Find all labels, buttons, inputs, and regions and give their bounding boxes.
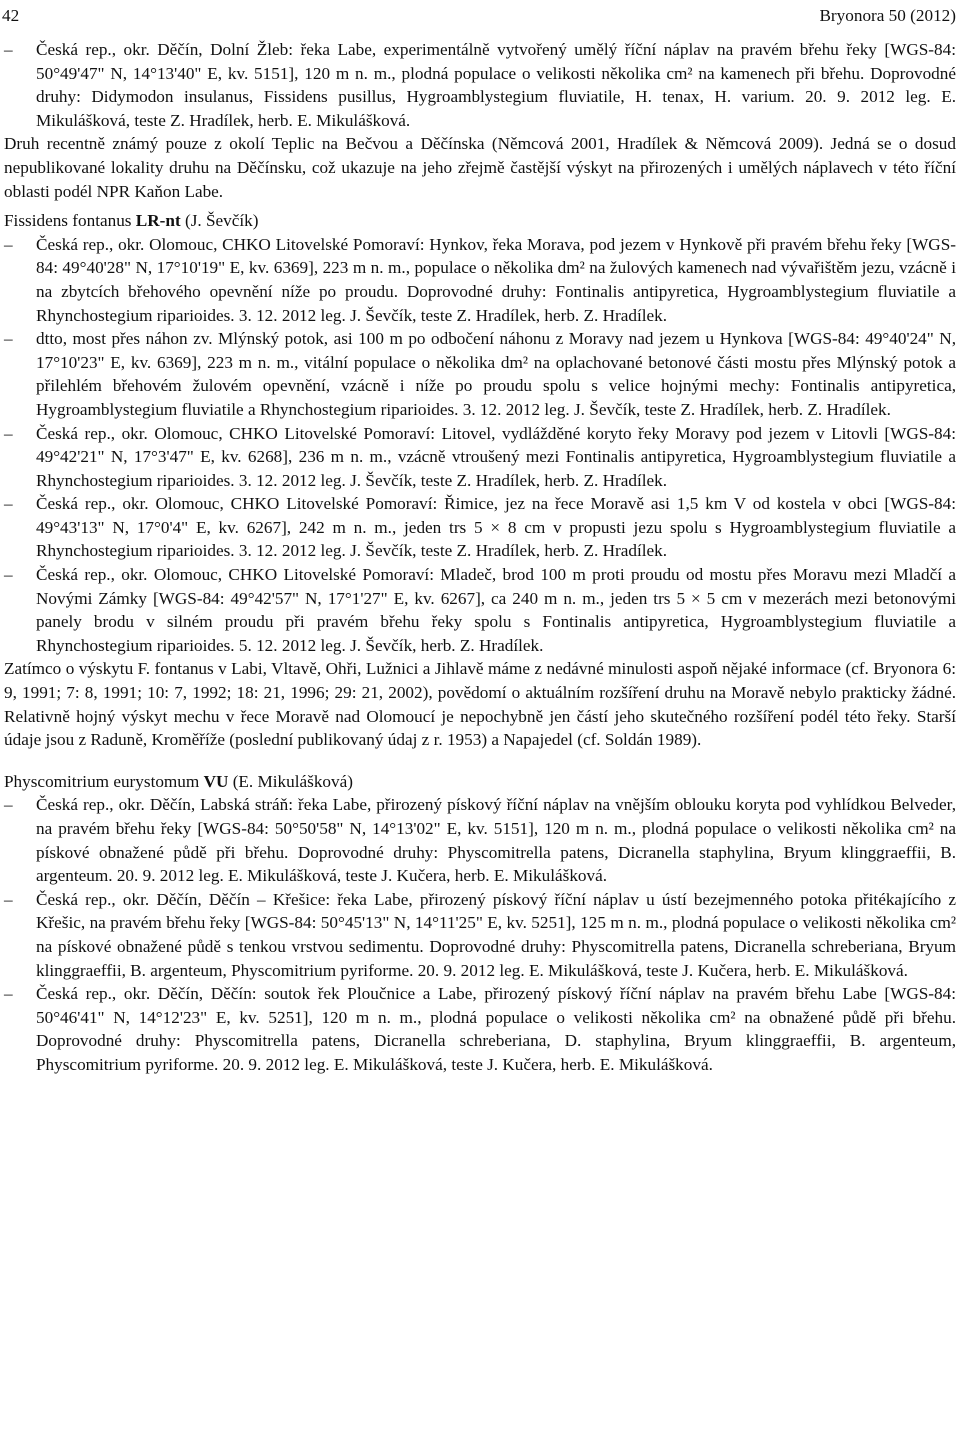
entry-text: dtto, most přes náhon zv. Mlýnský potok, asi 100 m po odbočení náhonu z Moravy nad jezem u Hynkova [WGS-84: 49°40'24" N, 17°10'23" E, kv. 6369], 223 m n. m., vitální populace o několika dm² na oplachované betonové části mostu přes Mlýnský potok a přilehlém břehovém žulovém opevnění, vzácně i níže po proudu spolu s velice hojnými mechy: Fontinalis antipyretica, Hygroamblystegium fluviatile a Rhynchostegium riparioides. 3. 12. 2012 leg. J. Ševčík, teste Z. Hradílek, herb. Z. Hradílek. <box>36 329 956 419</box>
locality-entry <box>4 492 956 563</box>
discussion-paragraph: Zatímco o výskytu F. fontanus v Labi, Vltavě, Ohři, Lužnici a Jihlavě máme z nedávné minulosti aspoň nějaké informace (cf. Bryonora 6: 9, 1991; 7: 8, 1991; 10: 7, 1992; 18: 21, 1996; 29: 21, 2002), povědomí o aktuálním rozšíření druhu na Moravě nebylo prakticky žádné. Relativně hojný výskyt mechu v řece Moravě nad Olomoucí je nepochybně jen částí jeho skutečného rozšíření podél této řeky. Starší údaje jsou z Raduně, Kroměříže (poslední publikovaný údaj z r. 1953) a Napajedel (cf. Soldán 1989). <box>4 659 956 750</box>
locality-entry <box>4 233 956 327</box>
entry-text: Česká rep., okr. Olomouc, CHKO Litovelské Pomoraví: Mladeč, brod 100 m proti proudu od mostu přes Moravu mezi Mladčí a Novými Zámky [WGS-84: 49°42'57" N, 17°1'27" E, kv. 6267], ca 240 m n. m., jeden trs 5 × 5 cm v mezerách mezi betonovými panely brodu v silném proudu při pravém břehu řeky spolu s Fontinalis antipyretica, Hygroamblystegium fluviatile a Rhynchostegium riparioides. 5. 12. 2012 leg. J. Ševčík, herb. Z. Hradílek. <box>36 565 956 655</box>
locality-entry <box>4 793 956 887</box>
locality-entry <box>4 982 956 1076</box>
running-header <box>2 4 956 28</box>
entry-text: Česká rep., okr. Děčín, Děčín: soutok řek Ploučnice a Labe, přirozený pískový říční náplav na pravém břehu Labe [WGS-84: 50°46'41" N, 14°12'23" E, kv. 5251], 120 m n. m., plodná populace o velikosti několika cm² na obnažené půdě při břehu. Doprovodné druhy: Physcomitrella patens, Dicranella schreberiana, D. staphylina, Bryum klinggraeffii, B. argenteum, Physcomitrium pyriforme. 20. 9. 2012 leg. E. Mikulášková, teste J. Kučera, herb. E. Mikulášková. <box>36 984 956 1074</box>
locality-entry <box>4 888 956 982</box>
dash-bullet: – <box>4 494 13 514</box>
locality-entry <box>4 563 956 657</box>
page-content <box>4 38 956 1077</box>
dash-bullet: – <box>4 984 13 1004</box>
species-heading <box>4 209 956 233</box>
species-name: Physcomitrium eurystomum <box>4 771 200 791</box>
dash-bullet: – <box>4 234 13 254</box>
dash-bullet: – <box>4 40 13 59</box>
locality-entry <box>4 422 956 493</box>
dash-bullet: – <box>4 329 13 349</box>
entry-text: Česká rep., okr. Olomouc, CHKO Litovelské Pomoraví: Řimice, jez na řece Moravě asi 1,5 km V od kostela v obci [WGS-84: 49°43'13" N, 17°0'4" E, kv. 6267], 242 m n. m., jeden trs 5 × 8 cm v propusti jezu spolu s Hygroamblystegium fluviatile a Rhynchostegium riparioides. 3. 12. 2012 leg. J. Ševčík, teste Z. Hradílek, herb. Z. Hradílek. <box>36 494 956 561</box>
dash-bullet: – <box>4 565 13 585</box>
page-number: 42 <box>2 6 20 25</box>
entry-text: Česká rep., okr. Olomouc, CHKO Litovelské Pomoraví: Litovel, vydlážděné koryto řeky Moravy pod jezem v Litovli [WGS-84: 49°42'21" N, 17°3'47" E, kv. 6268], 236 m n. m., vzácně vtroušený mezi Fontinalis antipyretica, Hygroamblystegium fluviatile a Rhynchostegium riparioides. 3. 12. 2012 leg. J. Ševčík, teste Z. Hradílek, herb. Z. Hradílek. <box>36 423 956 490</box>
entry-text: Česká rep., okr. Děčín, Děčín – Křešice: řeka Labe, přirozený pískový říční náplav u ústí bezejmenného potoka přitékajícího z Křešic, na pravém břehu řeky [WGS-84: 50°45'13" N, 14°11'25" E, kv. 5251], 125 m n. m., plodná populace o velikosti několika cm² na pískové obnažené půdě s tenkou vrstvou sedimentu. Doprovodné druhy: Physcomitrella patens, Dicranella schreberiana, Bryum klinggraeffii, B. argenteum, Physcomitrium pyriforme. 20. 9. 2012 leg. E. Mikulášková, teste J. Kučera, herb. E. Mikulášková. <box>36 889 956 980</box>
threat-status: LR-nt <box>135 211 181 231</box>
species-author: (J. Ševčík) <box>184 211 259 231</box>
section-gap <box>4 752 956 764</box>
locality-entry <box>4 38 956 132</box>
threat-status: VU <box>203 771 229 791</box>
dash-bullet: – <box>4 423 13 443</box>
entry-text: Česká rep., okr. Děčín, Dolní Žleb: řeka Labe, experimentálně vytvořený umělý říční náplav na pravém břehu řeky [WGS-84: 50°49'47" N, 14°13'40" E, kv. 5151], 120 m n. m., plodná populace o velikosti několika cm² na kamenech při břehu. Doprovodné druhy: Didymodon insulanus, Fissidens pusillus, Hygroamblystegium fluviatile, H. tenax, H. varium. 20. 9. 2012 leg. E. Mikulášková, teste Z. Hradílek, herb. E. Mikulášková. <box>36 40 956 130</box>
entry-text: Česká rep., okr. Děčín, Labská stráň: řeka Labe, přirozený pískový říční náplav na vnějším oblouku koryta pod vyhlídkou Belveder, na pravém břehu řeky [WGS-84: 50°50'58" N, 14°13'02" E, kv. 5151], 120 m n. m., plodná populace o velikosti několika cm² na pískové obnažené půdě při břehu. Doprovodné druhy: Physcomitrella patens, Dicranella staphylina, Bryum klinggraeffii, B. argenteum. 20. 9. 2012 leg. E. Mikulášková, teste J. Kučera, herb. E. Mikulášková. <box>36 795 956 886</box>
entry-text: Česká rep., okr. Olomouc, CHKO Litovelské Pomoraví: Hynkov, řeka Morava, pod jezem v Hynkově při pravém břehu řeky [WGS-84: 49°40'28" N, 17°10'19" E, kv. 6369], 223 m n. m., populace o několika dm² na žulových kamenech nad vývařištěm jezu, vzácně i na zbytcích břehového opevnění níže po proudu. Doprovodné druhy: Fontinalis antipyretica, Hygroamblystegium fluviatile a Rhynchostegium riparioides. 3. 12. 2012 leg. J. Ševčík, teste Z. Hradílek, herb. Z. Hradílek. <box>36 234 956 325</box>
discussion-paragraph: Druh recentně známý pouze z okolí Teplic na Bečvou a Děčínska (Němcová 2001, Hradílek & Němcová 2009). Jedná se o dosud nepublikované lokality druhu na Děčínsku, což ukazuje na jeho zřejmě častější výskyt na přirozených i umělých náplavech v této říční oblasti podél NPR Kaňon Labe. <box>4 134 956 201</box>
dash-bullet: – <box>4 795 13 815</box>
dash-bullet: – <box>4 889 13 909</box>
journal-title: Bryonora 50 (2012) <box>819 6 956 25</box>
species-author: (E. Mikulášková) <box>232 771 353 791</box>
species-heading <box>4 770 956 794</box>
locality-entry <box>4 327 956 421</box>
species-name: Fissidens fontanus <box>4 211 132 231</box>
